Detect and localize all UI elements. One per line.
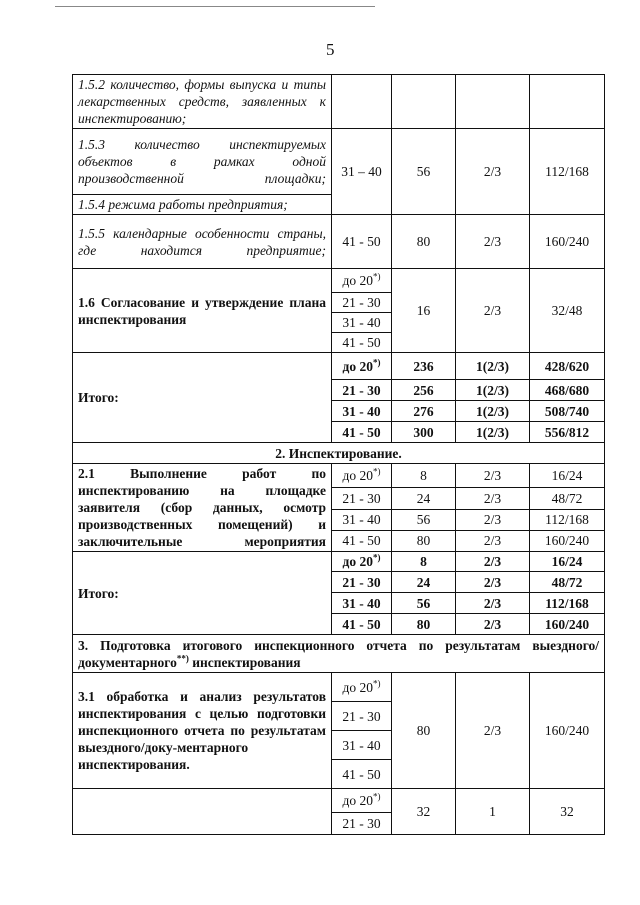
range-cell: до 20*) [332, 673, 392, 702]
coef-cell: 2/3 [456, 215, 530, 269]
hours-cell: 112/168 [530, 129, 605, 215]
days-cell: 56 [392, 509, 456, 530]
days-cell: 300 [392, 422, 456, 443]
range-cell: до 20*) [332, 464, 392, 488]
coef-cell: 1(2/3) [456, 353, 530, 380]
range-cell: 41 - 50 [332, 333, 392, 353]
hours-cell: 160/240 [530, 530, 605, 551]
table-row [73, 353, 605, 380]
days-cell: 24 [392, 488, 456, 509]
coef-cell: 1(2/3) [456, 422, 530, 443]
top-rule [55, 6, 375, 7]
table-row [73, 464, 605, 488]
coef-cell: 1(2/3) [456, 401, 530, 422]
range-cell: 21 - 30 [332, 380, 392, 401]
hours-cell: 48/72 [530, 572, 605, 593]
row-1-6-label: 1.6 Согласование и утверждение плана инспектирования [73, 269, 332, 353]
days-cell: 256 [392, 380, 456, 401]
hours-cell: 16/24 [530, 552, 605, 572]
table-row [73, 129, 605, 195]
section-2-title: 2. Инспектирование. [73, 443, 605, 464]
coef-cell: 2/3 [456, 129, 530, 215]
section-header-row [73, 443, 605, 464]
hours-cell: 468/680 [530, 380, 605, 401]
hours-cell: 508/740 [530, 401, 605, 422]
range-cell: до 20*) [332, 269, 392, 293]
coef-cell: 2/3 [456, 530, 530, 551]
coef-cell: 2/3 [456, 552, 530, 572]
days-cell: 80 [392, 215, 456, 269]
range-cell: 41 - 50 [332, 614, 392, 635]
range-cell: 41 - 50 [332, 215, 392, 269]
hours-cell: 16/24 [530, 464, 605, 488]
days-cell: 236 [392, 353, 456, 380]
range-cell: 21 - 30 [332, 488, 392, 509]
hours-cell: 160/240 [530, 215, 605, 269]
coef-cell: 2/3 [456, 614, 530, 635]
range-cell: 41 - 50 [332, 530, 392, 551]
page-number: 5 [326, 40, 335, 59]
days-cell: 8 [392, 464, 456, 488]
days-cell: 276 [392, 401, 456, 422]
days-cell: 56 [392, 593, 456, 614]
hours-cell: 556/812 [530, 422, 605, 443]
table-row [73, 269, 605, 293]
table-row [73, 789, 605, 813]
range-cell: до 20*) [332, 552, 392, 572]
coef-cell: 2/3 [456, 572, 530, 593]
range-cell: до 20*) [332, 789, 392, 813]
row-1-5-2-label: 1.5.2 количество, формы выпуска и типы лекарственных средств, заявленных к инспектированию; [73, 75, 332, 129]
range-cell: 21 - 30 [332, 293, 392, 313]
table-row [73, 673, 605, 702]
hours-cell: 48/72 [530, 488, 605, 509]
days-cell: 8 [392, 552, 456, 572]
hours-cell: 32 [530, 789, 605, 835]
range-cell: до 20*) [332, 353, 392, 380]
days-cell: 24 [392, 572, 456, 593]
table-row [73, 75, 605, 129]
total-label: Итого: [73, 353, 332, 443]
days-cell: 56 [392, 129, 456, 215]
coef-cell: 2/3 [456, 593, 530, 614]
range-cell: 31 – 40 [332, 129, 392, 215]
range-cell: 21 - 30 [332, 572, 392, 593]
range-cell: 21 - 30 [332, 702, 392, 731]
coef-cell: 2/3 [456, 673, 530, 789]
coef-cell: 1(2/3) [456, 380, 530, 401]
hours-cell: 160/240 [530, 614, 605, 635]
range-cell: 21 - 30 [332, 813, 392, 835]
row-2-1-label: 2.1 Выполнение работ по инспектированию на площадке заявителя (сбор данных, осмотр производственных помещений) и заключительные мероприятия [73, 464, 332, 552]
range-cell: 31 - 40 [332, 401, 392, 422]
row-3-1-label: 3.1 обработка и анализ результатов инспектирования с целью подготовки инспекционного отчета по результатам выездного/доку-ментарного инспектирования. [73, 673, 332, 789]
range-cell: 41 - 50 [332, 760, 392, 789]
hours-cell: 160/240 [530, 673, 605, 789]
hours-cell: 428/620 [530, 353, 605, 380]
days-cell: 80 [392, 673, 456, 789]
row-1-5-5-label: 1.5.5 календарные особенности страны, где находится предприятие; [73, 215, 332, 269]
days-cell: 80 [392, 530, 456, 551]
range-cell: 31 - 40 [332, 313, 392, 333]
hours-cell: 32/48 [530, 269, 605, 353]
coef-cell: 2/3 [456, 488, 530, 509]
range-cell: 31 - 40 [332, 593, 392, 614]
empty-label-cell [73, 789, 332, 835]
coef-cell: 2/3 [456, 269, 530, 353]
section-header-row [73, 635, 605, 673]
row-1-5-4-label: 1.5.4 режима работы предприятия; [73, 195, 332, 215]
days-cell: 16 [392, 269, 456, 353]
hours-cell: 112/168 [530, 509, 605, 530]
range-cell: 31 - 40 [332, 731, 392, 760]
range-cell: 31 - 40 [332, 509, 392, 530]
table-row [73, 552, 605, 572]
schedule-table [72, 74, 605, 835]
section-3-title: 3. Подготовка итогового инспекционного отчета по результатам выездного/документарного**) инспектирования [73, 635, 605, 673]
table-row [73, 215, 605, 269]
coef-cell: 2/3 [456, 509, 530, 530]
days-cell: 32 [392, 789, 456, 835]
hours-cell: 112/168 [530, 593, 605, 614]
row-1-5-3-label: 1.5.3 количество инспектируемых объектов в рамках одной производственной площадки; [73, 129, 332, 195]
coef-cell: 1 [456, 789, 530, 835]
range-cell: 41 - 50 [332, 422, 392, 443]
total-label: Итого: [73, 552, 332, 635]
coef-cell: 2/3 [456, 464, 530, 488]
days-cell: 80 [392, 614, 456, 635]
